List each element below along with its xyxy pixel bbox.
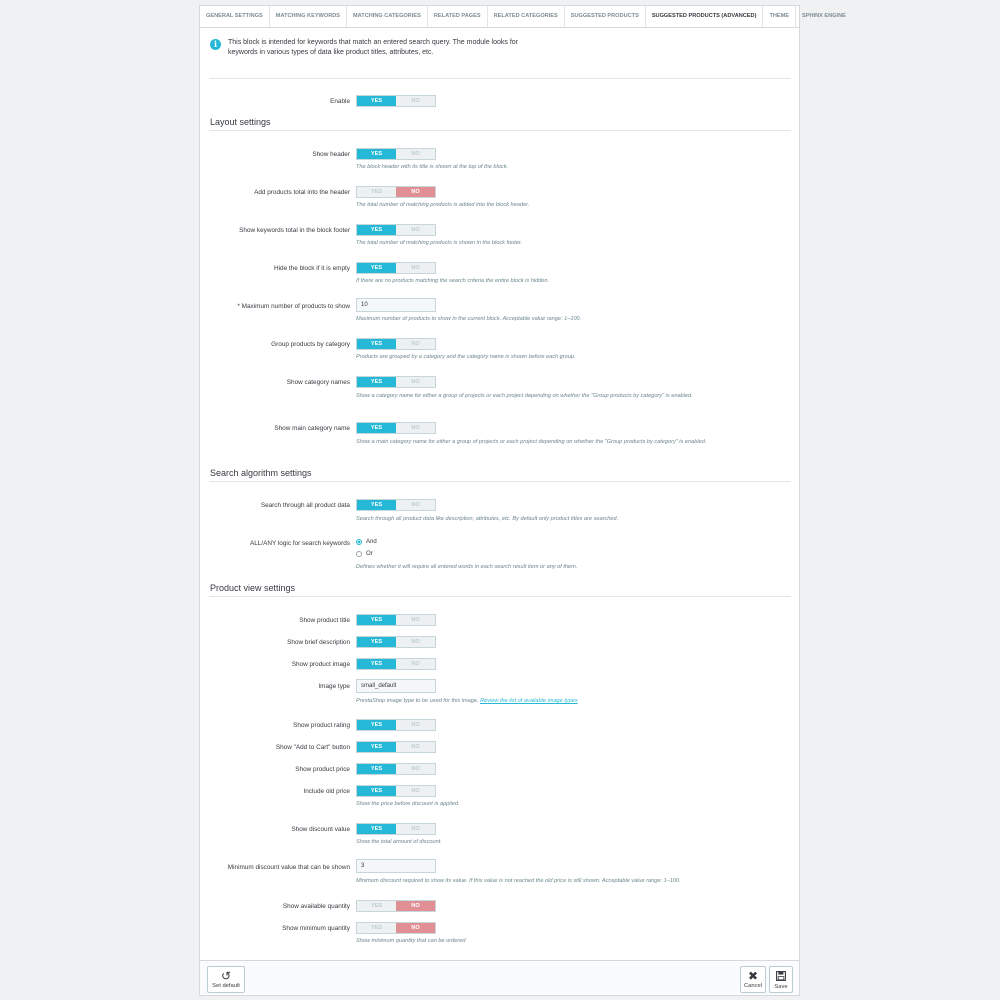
logic-help: Defines whether it will require all entered words in each search result item or any of them. xyxy=(356,564,578,570)
no-option[interactable]: NO xyxy=(411,98,420,104)
image-type-select[interactable]: small_default xyxy=(356,679,436,693)
tab-matching-categories[interactable]: MATCHING CATEGORIES xyxy=(347,6,428,27)
tab-related-pages[interactable]: RELATED PAGES xyxy=(428,6,488,27)
no-option[interactable]: NO xyxy=(411,722,420,728)
yes-option[interactable]: YES xyxy=(370,925,383,931)
section-title-layout: Layout settings xyxy=(210,117,271,127)
no-option[interactable]: NO xyxy=(396,187,435,197)
show-header-label: Show header xyxy=(312,151,350,158)
min-discount-label: Minimum discount value that can be shown xyxy=(227,864,350,871)
max-products-label: * Maximum number of products to show xyxy=(237,303,350,310)
category-names-help: Show a category name for either a group of projects or each project depending on whether the "Group products by category" is enabled. xyxy=(356,393,693,399)
product-image-switch[interactable] xyxy=(356,658,436,670)
image-type-help-text: PrestaShop image type to be used for this image. xyxy=(356,698,479,704)
no-option[interactable]: NO xyxy=(411,265,420,271)
no-option[interactable]: NO xyxy=(411,502,420,508)
tab-related-categories[interactable]: RELATED CATEGORIES xyxy=(488,6,565,27)
tab-general-settings[interactable]: GENERAL SETTINGS xyxy=(200,6,270,27)
enable-label: Enable xyxy=(330,98,350,105)
all-data-switch[interactable] xyxy=(356,499,436,511)
no-option[interactable]: NO xyxy=(411,766,420,772)
no-option[interactable]: NO xyxy=(411,826,420,832)
keywords-total-switch[interactable] xyxy=(356,224,436,236)
yes-option[interactable]: YES xyxy=(357,339,396,349)
yes-option[interactable]: YES xyxy=(357,377,396,387)
available-quantity-label: Show available quantity xyxy=(282,903,350,910)
category-names-switch[interactable] xyxy=(356,376,436,388)
cancel-label: Cancel xyxy=(743,983,763,989)
group-by-category-help: Products are grouped by a category and the category name is shown before each group. xyxy=(356,354,576,360)
main-category-switch[interactable] xyxy=(356,422,436,434)
image-types-link[interactable]: Review the list of available image types xyxy=(480,698,578,704)
info-text: This block is intended for keywords that match an entered search query. The module looks for keywords in various types of data like product titles, attributes, etc. xyxy=(228,39,519,56)
yes-option[interactable]: YES xyxy=(370,189,383,195)
old-price-help: Show the price before discount is applied. xyxy=(356,801,460,807)
show-header-help: The block header with its title is shown at the top of the block. xyxy=(356,164,509,170)
divider xyxy=(209,130,791,131)
add-total-help: The total number of matching products is added into the block header. xyxy=(356,202,530,208)
yes-option[interactable]: YES xyxy=(357,500,396,510)
save-button[interactable] xyxy=(769,966,793,993)
hide-empty-help: If there are no products matching the search criteria the entire block is hidden. xyxy=(356,278,550,284)
main-category-help: Show a main category name for either a group of projects or each project depending on whether the "Group products by category" is enabled. xyxy=(356,439,707,445)
no-option[interactable]: NO xyxy=(396,923,435,933)
radio-or-circle[interactable] xyxy=(356,551,362,557)
old-price-label: Include old price xyxy=(303,788,350,795)
save-label: Save xyxy=(774,984,788,990)
brief-description-switch[interactable] xyxy=(356,636,436,648)
group-by-category-switch[interactable] xyxy=(356,338,436,350)
keywords-total-help: The total number of matching products is shown in the block footer. xyxy=(356,240,523,246)
yes-option[interactable]: YES xyxy=(357,225,396,235)
rating-label: Show product rating xyxy=(293,722,350,729)
hide-empty-label: Hide the block if it is empty xyxy=(273,265,350,272)
discount-label: Show discount value xyxy=(291,826,350,833)
all-data-label: Search through all product data xyxy=(260,502,350,509)
section-title-product-view: Product view settings xyxy=(210,583,296,593)
group-by-category-label: Group products by category xyxy=(271,341,350,348)
max-products-input[interactable]: 10 xyxy=(356,298,436,312)
add-to-cart-label: Show "Add to Cart" button xyxy=(275,744,350,751)
no-option[interactable]: NO xyxy=(411,617,420,623)
radio-or-label: Or xyxy=(366,551,373,557)
settings-panel xyxy=(199,5,846,996)
radio-and-label: And xyxy=(366,539,377,545)
yes-option[interactable]: YES xyxy=(357,96,396,106)
tab-sphinx-engine[interactable]: SPHINX ENGINE xyxy=(802,13,846,19)
enable-switch[interactable] xyxy=(356,95,436,107)
yes-option[interactable]: YES xyxy=(357,423,396,433)
info-alert xyxy=(210,38,528,58)
info-icon: i xyxy=(210,39,221,50)
minimum-quantity-switch[interactable] xyxy=(356,922,436,934)
yes-option[interactable]: YES xyxy=(357,742,396,752)
tab-matching-keywords[interactable]: MATCHING KEYWORDS xyxy=(270,6,347,27)
add-to-cart-switch[interactable] xyxy=(356,741,436,753)
yes-option[interactable]: YES xyxy=(357,615,396,625)
price-label: Show product price xyxy=(295,766,350,773)
close-icon: ✖ xyxy=(747,969,759,983)
section-title-search: Search algorithm settings xyxy=(210,468,312,478)
radio-or[interactable] xyxy=(356,551,373,557)
yes-option[interactable]: YES xyxy=(357,659,396,669)
price-switch[interactable] xyxy=(356,763,436,775)
yes-option[interactable]: YES xyxy=(357,786,396,796)
yes-option[interactable]: YES xyxy=(357,720,396,730)
main-category-label: Show main category name xyxy=(274,425,350,432)
add-total-label: Add products total into the header xyxy=(254,189,350,196)
discount-switch[interactable] xyxy=(356,823,436,835)
divider xyxy=(209,78,791,79)
no-option[interactable]: NO xyxy=(411,661,420,667)
show-header-switch[interactable] xyxy=(356,148,436,160)
no-option[interactable]: NO xyxy=(411,379,420,385)
discount-help: Show the total amount of discount. xyxy=(356,839,442,845)
no-option[interactable]: NO xyxy=(411,788,420,794)
divider xyxy=(209,596,791,597)
save-icon xyxy=(770,969,792,984)
no-option[interactable]: NO xyxy=(411,639,420,645)
max-products-help: Maximum number of products to show in the current block. Acceptable value range: 1–100. xyxy=(356,316,582,322)
available-quantity-switch[interactable] xyxy=(356,900,436,912)
min-discount-input[interactable]: 3 xyxy=(356,859,436,873)
min-discount-help: Minimum discount required to show its value. If this value is not reached the old price is still shown. Acceptable value range: 1–100. xyxy=(356,878,681,884)
show-title-label: Show product title xyxy=(299,617,350,624)
image-type-label: Image type xyxy=(318,683,350,690)
yes-option[interactable]: YES xyxy=(370,903,383,909)
minimum-quantity-label: Show minimum quantity xyxy=(282,925,350,932)
cancel-button[interactable] xyxy=(740,966,766,993)
undo-icon: ↺ xyxy=(220,969,232,983)
minimum-quantity-help: Show minimum quantity that can be ordered xyxy=(356,938,466,944)
show-title-switch[interactable] xyxy=(356,614,436,626)
yes-option[interactable]: YES xyxy=(357,263,396,273)
yes-option[interactable]: YES xyxy=(357,824,396,834)
yes-option[interactable]: YES xyxy=(357,764,396,774)
yes-option[interactable]: YES xyxy=(357,637,396,647)
image-type-help xyxy=(356,697,726,705)
no-option[interactable]: NO xyxy=(411,425,420,431)
no-option[interactable]: NO xyxy=(411,341,420,347)
rating-switch[interactable] xyxy=(356,719,436,731)
no-option[interactable]: NO xyxy=(411,227,420,233)
no-option[interactable]: NO xyxy=(396,901,435,911)
tab-suggested-products-advanced[interactable]: SUGGESTED PRODUCTS (ADVANCED) xyxy=(646,6,764,27)
all-data-help: Search through all product data like description, attributes, etc. By default only product titles are searched. xyxy=(356,516,619,522)
hide-empty-switch[interactable] xyxy=(356,262,436,274)
old-price-switch[interactable] xyxy=(356,785,436,797)
set-default-label: Set default xyxy=(212,983,240,989)
set-default-button[interactable] xyxy=(207,966,245,993)
no-option[interactable]: NO xyxy=(411,151,420,157)
radio-and-circle[interactable] xyxy=(356,539,362,545)
radio-and[interactable] xyxy=(356,539,377,545)
add-total-switch[interactable] xyxy=(356,186,436,198)
logic-label: ALL/ANY logic for search keywords xyxy=(249,540,350,547)
no-option[interactable]: NO xyxy=(411,744,420,750)
tab-theme[interactable]: THEME xyxy=(763,6,796,27)
product-image-label: Show product image xyxy=(291,661,350,668)
divider xyxy=(209,481,791,482)
yes-option[interactable]: YES xyxy=(357,149,396,159)
panel-footer xyxy=(200,960,799,995)
category-names-label: Show category names xyxy=(286,379,350,386)
keywords-total-label: Show keywords total in the block footer xyxy=(239,227,350,234)
tab-suggested-products[interactable]: SUGGESTED PRODUCTS xyxy=(565,6,646,27)
tab-bar xyxy=(200,6,846,28)
brief-description-label: Show brief description xyxy=(287,639,350,646)
